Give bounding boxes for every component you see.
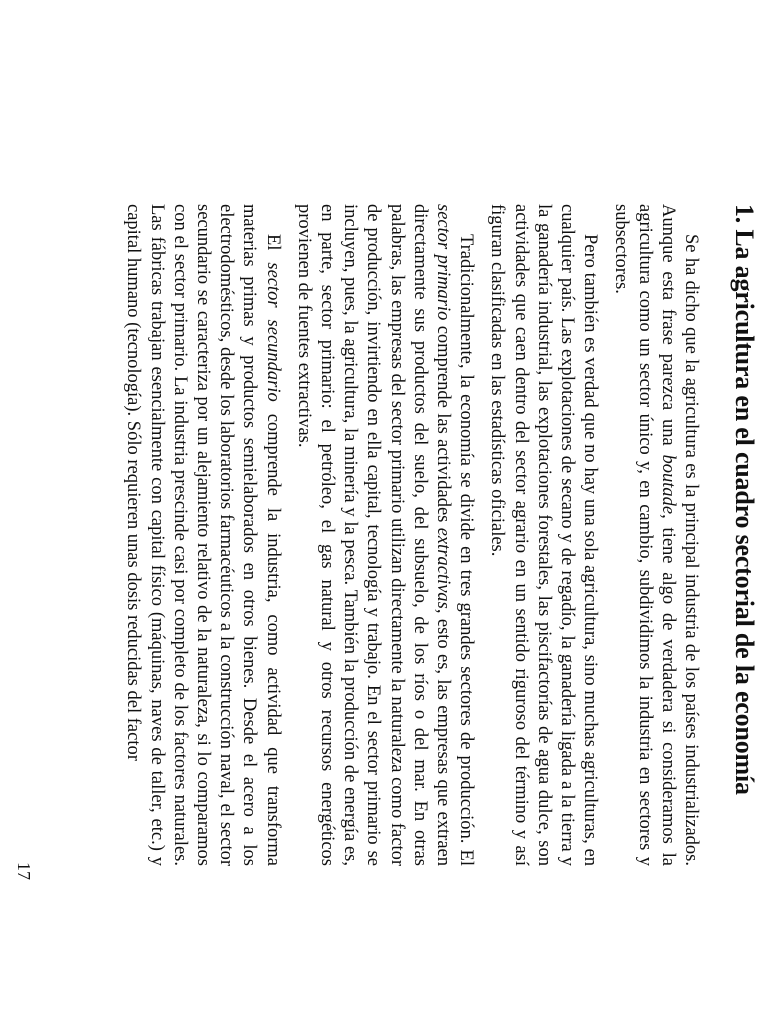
paragraph-3 <box>292 204 478 866</box>
text-run: Tradicionalmente, la economía se divide en tres grandes sectores de producción. El <box>456 234 477 866</box>
text-run: , esto es, las empresas que extraen directamente sus productos del suelo, del subsuelo, de los ríos o del mar. En otras palabras, las empresas del sector primario utilizan directamente la naturaleza como factor de producción, invirtiendo en ella capital, tecnología y trabajo. En el sector primario se incluyen, pues, la agricultura, la minería y la pesca. También la producción de energía es, en parte, sector primario: el petróleo, el gas natural y otros recursos energéticos provienen de fuentes extractivas. <box>293 204 453 866</box>
text-run: Se ha dicho que la agricultura es la principal industria de los países industrializados. Aunque esta frase parezca una <box>657 204 701 866</box>
chapter-title: 1. La agricultura en el cuadro sectorial de la economía <box>730 204 759 795</box>
text-run: El <box>262 234 283 263</box>
italic-term: sector secundario <box>262 262 283 402</box>
paragraph-2 <box>485 204 601 866</box>
italic-term: boutade <box>657 454 678 515</box>
paragraph-1 <box>609 204 702 866</box>
page-content <box>113 204 760 866</box>
text-run: , tiene algo de verdadera si consideramos la agricultura como un sector único y, en cambio, subdividimos la industria en sectores y subsectores. <box>611 204 678 866</box>
italic-term: sector primario <box>432 204 453 321</box>
paragraph-4 <box>121 204 283 866</box>
italic-term: extractivas <box>432 527 453 609</box>
text-run: comprende la industria, como actividad que transforma materias primas y productos semielaborados en otros bienes. Desde el acero a los electrodomésticos, desde los laboratorios farmacéuticos a la construcción naval, el sector secundario se caracteriza por un alejamiento relativo de la naturaleza, si lo comparamos con el sector primario. La industria prescinde casi por completo de los factores naturales. Las fábricas trabajan esencialmente con capital físico (máquinas, naves de taller, etc.) y capital humano (tecnología). Sólo requieren unas dosis reducidas del factor <box>123 204 283 866</box>
text-run: Pero también es verdad que no hay una sola agricultura, sino muchas agriculturas, en cualquier país. Las explotaciones de secano y de regadío, la ganadería ligada a la tierra y la ganadería industrial, las explotaciones forestales, las piscifactorías de agua dulce, son actividades que caen dentro del sector agrario en un sentido riguroso del término y así figuran clasificadas en las estadísticas oficiales. <box>487 204 601 866</box>
page-number: 17 <box>14 862 34 880</box>
text-run: comprende las actividades <box>432 320 453 528</box>
